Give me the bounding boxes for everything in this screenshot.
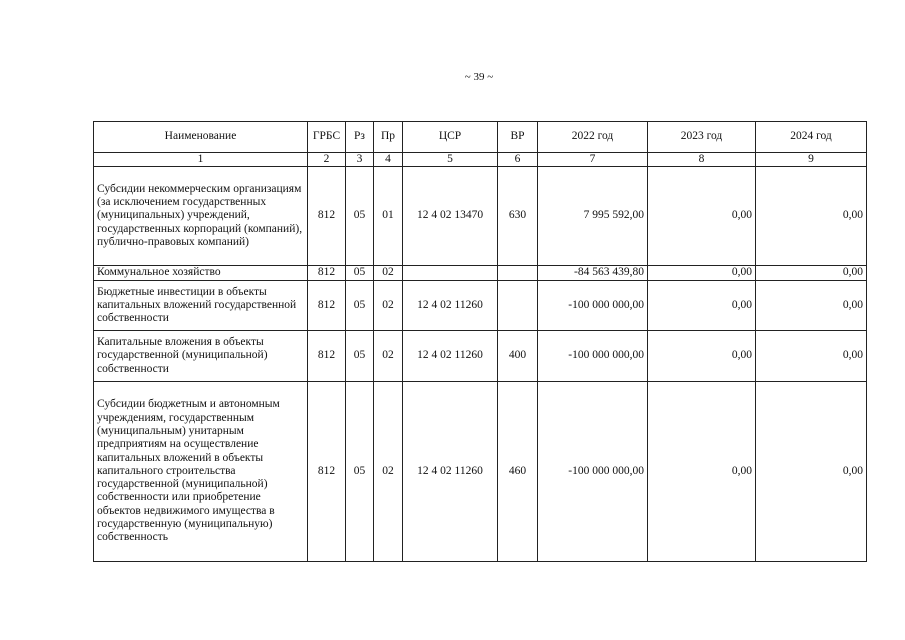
row-name: Субсидии некоммерческим организациям (за исключением государственных (муниципальных) учреждений, государственных корпораций (компаний), публично-правовых компаний) — [94, 167, 308, 266]
row-pr: 02 — [374, 331, 403, 382]
row-name: Капитальные вложения в объекты государственной (муниципальной) собственности — [94, 331, 308, 382]
column-number: 9 — [756, 153, 867, 167]
row-2023: 0,00 — [648, 266, 756, 281]
row-2024: 0,00 — [756, 382, 867, 562]
header-2022: 2022 год — [538, 122, 648, 153]
row-vr: 400 — [498, 331, 538, 382]
row-2022: -100 000 000,00 — [538, 281, 648, 331]
row-pr: 02 — [374, 266, 403, 281]
row-2024: 0,00 — [756, 281, 867, 331]
row-grbs: 812 — [308, 266, 346, 281]
row-csr: 12 4 02 11260 — [403, 382, 498, 562]
column-number: 5 — [403, 153, 498, 167]
column-number: 7 — [538, 153, 648, 167]
row-name: Бюджетные инвестиции в объекты капитальных вложений государственной собственности — [94, 281, 308, 331]
row-2022: -100 000 000,00 — [538, 382, 648, 562]
row-rz: 05 — [346, 382, 374, 562]
header-2023: 2023 год — [648, 122, 756, 153]
header-grbs: ГРБС — [308, 122, 346, 153]
row-csr: 12 4 02 11260 — [403, 281, 498, 331]
row-pr: 01 — [374, 167, 403, 266]
table-row — [94, 281, 867, 331]
row-rz: 05 — [346, 331, 374, 382]
row-vr: 630 — [498, 167, 538, 266]
column-number: 6 — [498, 153, 538, 167]
row-rz: 05 — [346, 167, 374, 266]
row-grbs: 812 — [308, 382, 346, 562]
header-pr: Пр — [374, 122, 403, 153]
row-rz: 05 — [346, 266, 374, 281]
row-2023: 0,00 — [648, 281, 756, 331]
row-2023: 0,00 — [648, 382, 756, 562]
row-2024: 0,00 — [756, 331, 867, 382]
row-vr — [498, 281, 538, 331]
header-vr: ВР — [498, 122, 538, 153]
header-row — [94, 122, 867, 153]
header-csr: ЦСР — [403, 122, 498, 153]
row-name: Субсидии бюджетным и автономным учреждениям, государственным (муниципальным) унитарным предприятиям на осуществление капитальных вложений в объекты капитального строительства государственной (муниципальной) собственности или приобретение объектов недвижимого имущества в государственную (муниципальную) собственность — [94, 382, 308, 562]
row-pr: 02 — [374, 281, 403, 331]
table-row — [94, 167, 867, 266]
header-name: Наименование — [94, 122, 308, 153]
row-2024: 0,00 — [756, 266, 867, 281]
row-grbs: 812 — [308, 167, 346, 266]
table-row — [94, 266, 867, 281]
column-number: 2 — [308, 153, 346, 167]
row-grbs: 812 — [308, 281, 346, 331]
table-row — [94, 331, 867, 382]
row-name: Коммунальное хозяйство — [94, 266, 308, 281]
column-number: 3 — [346, 153, 374, 167]
row-csr: 12 4 02 11260 — [403, 331, 498, 382]
row-2024: 0,00 — [756, 167, 867, 266]
column-number-row — [94, 153, 867, 167]
row-csr: 12 4 02 13470 — [403, 167, 498, 266]
row-2023: 0,00 — [648, 167, 756, 266]
row-2022: -84 563 439,80 — [538, 266, 648, 281]
table-row — [94, 382, 867, 562]
column-number: 4 — [374, 153, 403, 167]
row-2022: -100 000 000,00 — [538, 331, 648, 382]
header-2024: 2024 год — [756, 122, 867, 153]
row-rz: 05 — [346, 281, 374, 331]
row-vr: 460 — [498, 382, 538, 562]
row-2022: 7 995 592,00 — [538, 167, 648, 266]
budget-table — [93, 121, 867, 562]
row-pr: 02 — [374, 382, 403, 562]
row-vr — [498, 266, 538, 281]
page-number: ~ 39 ~ — [464, 71, 494, 83]
row-2023: 0,00 — [648, 331, 756, 382]
row-csr — [403, 266, 498, 281]
row-grbs: 812 — [308, 331, 346, 382]
column-number: 8 — [648, 153, 756, 167]
header-rz: Рз — [346, 122, 374, 153]
column-number: 1 — [94, 153, 308, 167]
